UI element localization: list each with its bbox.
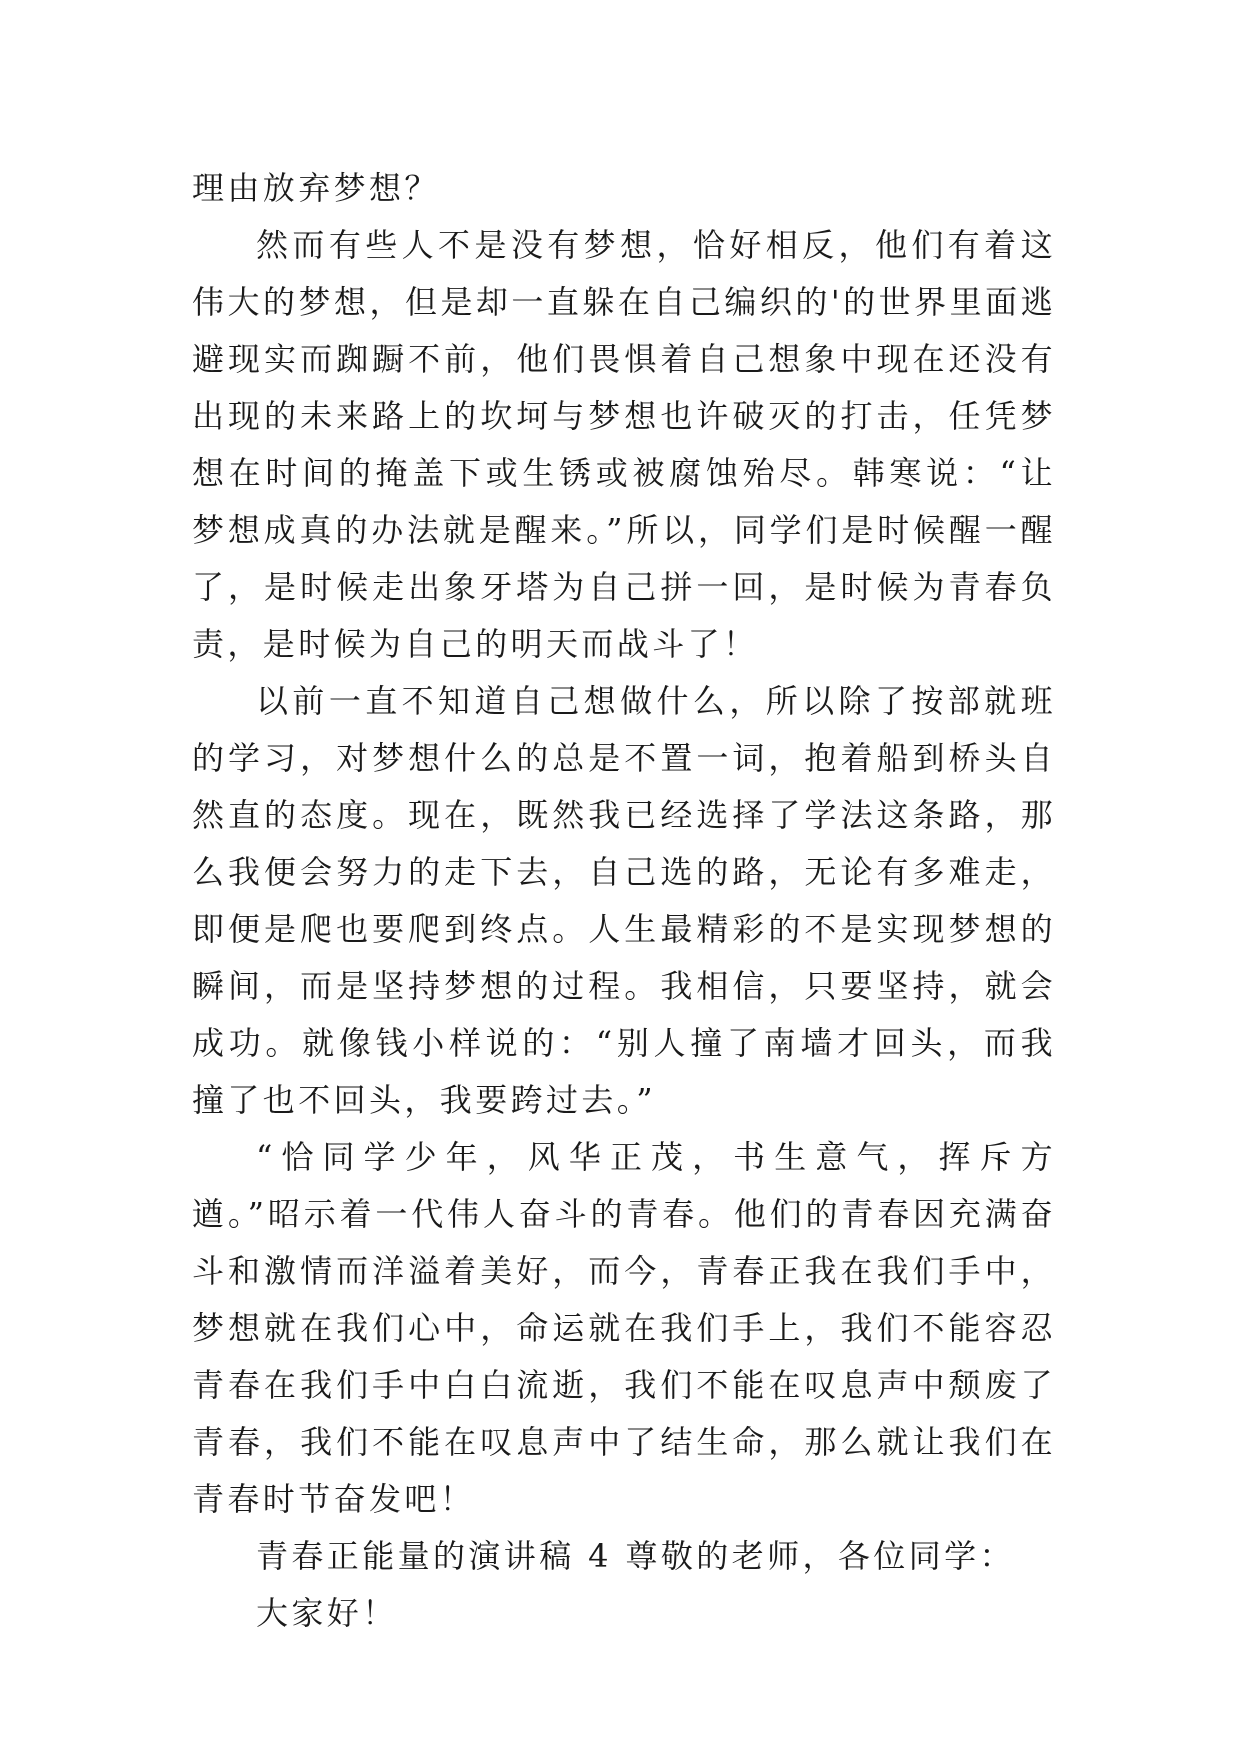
paragraph-continuation: 理由放弃梦想？ — [192, 169, 440, 207]
paragraph-personal-path: 以前一直不知道自己想做什么，所以除了按部就班的学习，对梦想什么的总是不置一词，抱着船到桥头自然直的态度。现在，既然我已经选择了学法这条路，那么我便会努力的走下去，自己选的路，无论有多难走，即便是爬也要爬到终点。人生最精彩的不是实现梦想的瞬间，而是坚持梦想的过程。我相信，只要坚持，就会成功。就像钱小样说的：“别人撞了南墙才回头，而我撞了也不回头，我要跨过去。” — [192, 682, 1056, 1119]
paragraph-youth-quote: “恰同学少年，风华正茂，书生意气，挥斥方遒。”昭示着一代伟人奋斗的青春。他们的青春因充满奋斗和激情而洋溢着美好，而今，青春正我在我们手中，梦想就在我们心中，命运就在我们手上，我们不能容忍青春在我们手中白白流逝，我们不能在叹息声中颓废了青春，我们不能在叹息声中了结生命，那么就让我们在青春时节奋发吧！ — [192, 1138, 1056, 1518]
paragraph-dream-avoidance: 然而有些人不是没有梦想，恰好相反，他们有着这伟大的梦想，但是却一直躲在自己编织的'的世界里面逃避现实而踟蹰不前，他们畏惧着自己想象中现在还没有出现的未来路上的坎坷与梦想也许破灭的打击，任凭梦想在时间的掩盖下或生锈或被腐蚀殆尽。韩寒说：“让梦想成真的办法就是醒来。”所以，同学们是时候醒一醒了，是时候走出象牙塔为自己拼一回，是时候为青春负责，是时候为自己的明天而战斗了！ — [192, 226, 1056, 663]
paragraph-speech-heading: 青春正能量的演讲稿 4 尊敬的老师，各位同学： — [256, 1537, 1015, 1575]
document-body — [192, 160, 1056, 1642]
paragraph-greeting: 大家好！ — [256, 1594, 398, 1632]
